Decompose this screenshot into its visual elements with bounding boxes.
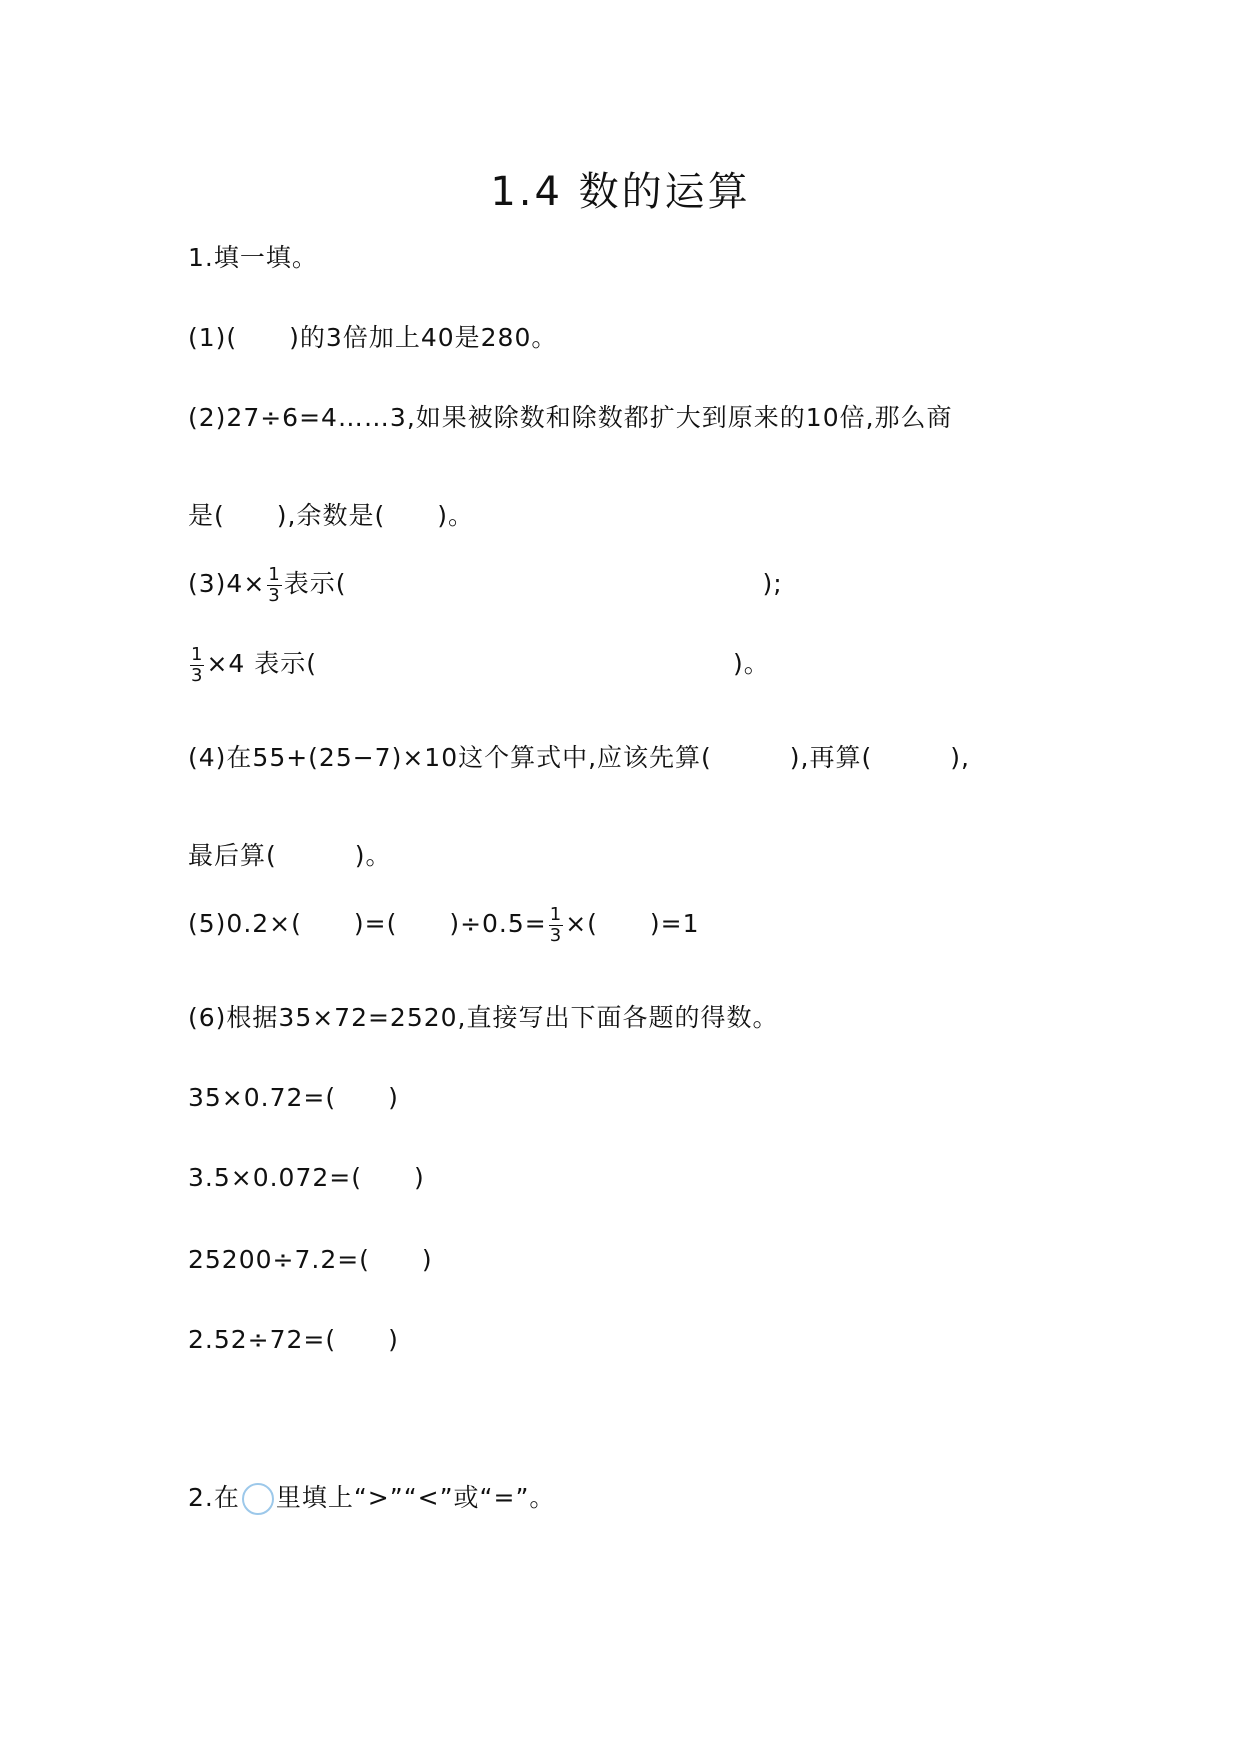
- fraction-numerator: 1: [549, 903, 563, 925]
- fraction-denominator: 3: [268, 584, 281, 606]
- fraction-one-third: [267, 565, 281, 606]
- fraction-denominator: 3: [191, 664, 204, 686]
- question-6: (6)根据35×72=2520,直接写出下面各题的得数。: [188, 1003, 779, 1032]
- question-5-prefix: (5)0.2×( )=( )÷0.5=: [188, 909, 547, 938]
- fraction-one-third: [190, 645, 204, 686]
- section2-suffix: 里填上“>”“<”或“=”。: [275, 1483, 556, 1512]
- question-6-item: 35×0.72=( ): [188, 1083, 399, 1112]
- circle-icon: [242, 1483, 274, 1515]
- section1-heading: 1.填一填。: [188, 243, 318, 272]
- question-2-line2: 是( ),余数是( )。: [188, 501, 474, 530]
- question-5: [188, 904, 700, 946]
- question-6-item: 3.5×0.072=( ): [188, 1163, 425, 1192]
- question-1: (1)( )的3倍加上40是280。: [188, 323, 558, 352]
- question-4-line2: 最后算( )。: [188, 841, 392, 870]
- question-3a: [188, 564, 783, 606]
- question-5-suffix: ×( )=1: [565, 909, 700, 938]
- fraction-denominator: 3: [549, 924, 563, 946]
- section2-heading: [188, 1478, 555, 1515]
- question-6-item: 25200÷7.2=( ): [188, 1245, 433, 1274]
- question-6-item: 2.52÷72=( ): [188, 1325, 399, 1354]
- question-4-line1: (4)在55+(25−7)×10这个算式中,应该先算( ),再算( ),: [188, 743, 970, 772]
- page-title: 1.4 数的运算: [490, 169, 751, 215]
- question-2-line1: (2)27÷6=4……3,如果被除数和除数都扩大到原来的10倍,那么商: [188, 403, 953, 432]
- question-3a-suffix: 表示( );: [283, 569, 783, 598]
- fraction-numerator: 1: [191, 643, 204, 665]
- fraction-one-third: [549, 905, 563, 946]
- section2-prefix: 2.在: [188, 1483, 240, 1512]
- question-3b: [188, 644, 770, 686]
- fraction-numerator: 1: [268, 563, 281, 585]
- question-3a-prefix: (3)4×: [188, 569, 266, 598]
- question-3b-suffix: ×4 表示( )。: [206, 649, 770, 678]
